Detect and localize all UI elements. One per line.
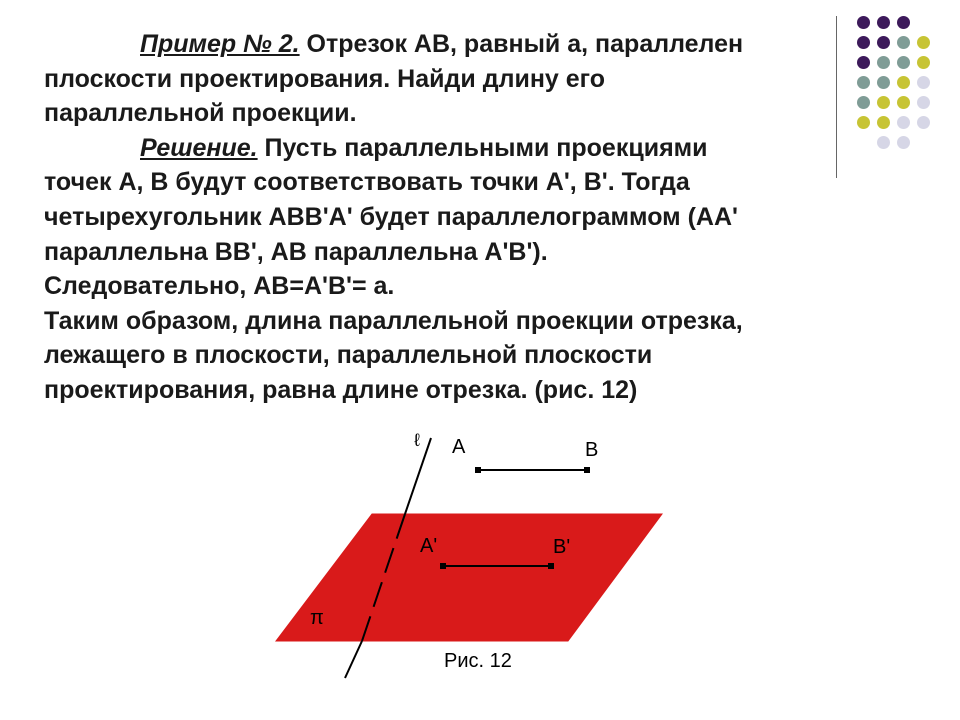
line-l-lower [345, 641, 362, 678]
solution-line-2: точек А, В будут соответствовать точки А', В'. Тогда [44, 168, 690, 197]
solution-line-3: четырехугольник АВВ'А' будет параллелограммом (АА' [44, 202, 738, 231]
figure-caption: Рис. 12 [444, 650, 512, 672]
conclusion-line-1: Таким образом, длина параллельной проекции отрезка, [44, 306, 743, 335]
solution-label: Решение. [140, 133, 258, 162]
point-b-prime-marker [548, 563, 554, 569]
point-a-label: A [452, 436, 466, 458]
point-b-prime-label: B' [553, 536, 571, 558]
solution-line-5: Следовательно, АВ=А'В'= а. [44, 272, 395, 301]
line-l-label: ℓ [414, 430, 420, 450]
point-b-marker [584, 467, 590, 473]
solution-text-1: Пусть параллельными проекциями [257, 133, 708, 162]
solution-line-4: параллельна ВВ', АВ параллельна А'В'). [44, 237, 548, 266]
point-a-marker [475, 467, 481, 473]
problem-line-3: параллельной проекции. [44, 99, 357, 128]
conclusion-line-2: лежащего в плоскости, параллельной плоскости [44, 341, 653, 370]
example-label: Пример № 2. [140, 30, 300, 58]
conclusion-line-3: проектирования, равна длине отрезка. (рис. 12) [44, 375, 638, 404]
problem-line-2: плоскости проектирования. Найди длину его [44, 64, 606, 93]
projection-plane [276, 514, 662, 641]
problem-text-1: Отрезок АВ, равный а, параллелен [299, 30, 744, 58]
plane-label: π [310, 607, 324, 629]
point-b-label: B [585, 439, 599, 461]
point-a-prime-marker [440, 563, 446, 569]
point-a-prime-label: A' [420, 535, 438, 557]
